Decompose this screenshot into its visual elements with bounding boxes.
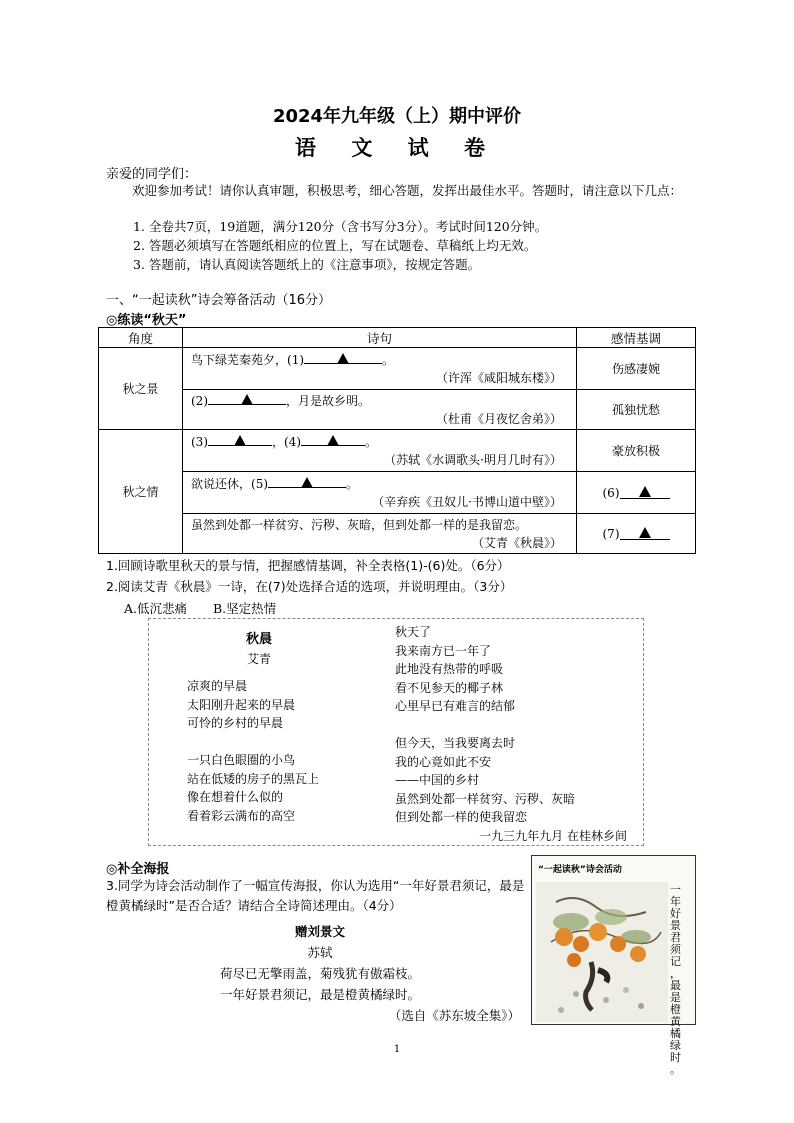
- rule-2: 2. 答题必须填写在答题纸相应的位置上，写在试题卷、草稿纸上均无效。: [133, 238, 537, 253]
- poem-source: （杜甫《月夜忆舍弟》）: [435, 411, 562, 426]
- poem-source: （苏轼《水调歌头·明月几时有》）: [384, 452, 562, 467]
- poem-line: 秋天了: [395, 625, 432, 639]
- poem-right-column: [395, 623, 635, 845]
- triangle-marker-icon: [327, 435, 339, 446]
- mood-cell: (7): [577, 514, 696, 554]
- intro-paragraph: 欢迎参加考试！请你认真审题，积极思考，细心答题，发挥出最佳水平。答题时，请注意以下几点：: [132, 183, 683, 198]
- answer-blank-1[interactable]: [304, 351, 382, 364]
- event-poster: [531, 855, 696, 1076]
- table-header-row: [99, 328, 696, 348]
- poem-line: 欲说还休，(5) 。: [191, 476, 359, 491]
- sub-heading-practice: ◎练读“秋天”: [106, 313, 187, 328]
- poem-line: 凉爽的早晨: [187, 679, 248, 693]
- question-3: 3.同学为诗会活动制作了一幅宣传海报，你认为选用“一年好景君须记，最是橙黄橘绿时”是否合适？请结合全诗简述理由。（4分）: [106, 878, 525, 913]
- table-header-mood: 感情基调: [577, 328, 696, 348]
- exam-title: 2024年九年级（上）期中评价: [272, 106, 522, 127]
- poster-vertical-text: 一 年 好 景 君 须 记 ， 最 是 橙 黄 橘 绿 时 。: [670, 883, 681, 1076]
- poem-cell: [183, 348, 577, 390]
- table-row: [99, 390, 696, 430]
- poem-title: 秋晨: [245, 632, 272, 647]
- poem-line: 太阳刚升起来的早晨: [187, 697, 296, 712]
- table-row: [99, 348, 696, 390]
- poem-heading: [149, 631, 369, 668]
- question-2: 2.阅读艾青《秋晨》一诗，在(7)处选择合适的选项，并说明理由。（3分）: [106, 579, 513, 594]
- option-b[interactable]: B.坚定热情: [213, 601, 277, 616]
- mood-cell: 豪放积极: [577, 430, 696, 472]
- table-row: [99, 430, 696, 472]
- triangle-marker-icon: [241, 394, 253, 405]
- poem-line: 心里早已有难言的结郁: [395, 699, 516, 713]
- answer-blank-4[interactable]: [301, 433, 365, 446]
- poem-table: [98, 327, 696, 554]
- question-2-options: [124, 599, 298, 617]
- poem2-author: 苏轼: [307, 945, 333, 960]
- triangle-marker-icon: [639, 486, 651, 497]
- poem-line: 鸟下绿芜秦苑夕，(1) 。: [191, 352, 395, 367]
- greeting: 亲爱的同学们：: [106, 167, 198, 182]
- answer-blank-7[interactable]: [620, 527, 670, 540]
- poster-heading: “一起读秋”诗会活动: [538, 865, 622, 875]
- poem-stanza-break: [395, 716, 635, 735]
- poem-line: 我的心竟如此不安: [395, 754, 492, 769]
- poem-box-autumn-morning: [148, 618, 644, 846]
- poem-cell: [183, 430, 577, 472]
- table-row: [99, 514, 696, 554]
- poem-left-column: [187, 677, 387, 825]
- poem-line: 看着彩云满布的高空: [187, 808, 296, 823]
- group-label-scene: 秋之景: [99, 348, 183, 430]
- triangle-marker-icon: [301, 477, 313, 488]
- poem-line: ——中国的乡村: [395, 773, 480, 787]
- mood-cell: 孤独忧愁: [577, 390, 696, 430]
- poem-cell: [183, 472, 577, 514]
- sub-heading-poster: ◎补全海报: [106, 862, 170, 877]
- table-header-angle: 角度: [99, 328, 183, 348]
- rule-3: 3. 答题前，请认真阅读答题纸上的《注意事项》，按规定答题。: [133, 257, 481, 272]
- table-header-lines: 诗句: [183, 328, 577, 348]
- poem-line: (2) ，月是故乡明。: [191, 393, 371, 408]
- poem-date-place: 一九三九年九月 在桂林乡间: [479, 828, 627, 843]
- mood-cell: (6): [577, 472, 696, 514]
- page-number: 1: [393, 1044, 401, 1055]
- poem-line: 我来南方已一年了: [395, 643, 492, 658]
- poem-line: 一只白色眼圈的小鸟: [187, 753, 296, 767]
- triangle-marker-icon: [234, 435, 246, 446]
- poster-painting: [536, 882, 668, 1022]
- poem-line: 站在低矮的房子的黑瓦上: [187, 771, 320, 786]
- poem-cell: [183, 390, 577, 430]
- poem-line: 此地没有热带的呼吸: [395, 662, 504, 676]
- poem2-title: 赠刘景文: [294, 924, 345, 939]
- table-row: [99, 472, 696, 514]
- section-heading: 一、“一起读秋”诗会筹备活动（16分）: [106, 293, 332, 308]
- poem2-source: （选自《苏东坡全集》）: [388, 1008, 520, 1023]
- question-1: 1.回顾诗歌里秋天的景与情，把握感情基调，补全表格(1)-(6)处。（6分）: [106, 558, 510, 573]
- exam-subtitle: 语 文 试 卷: [295, 136, 499, 160]
- poem2-line: 一年好景君须记，最是橙黄橘绿时。: [219, 987, 420, 1002]
- poem-stanza-break: [187, 733, 387, 752]
- triangle-marker-icon: [337, 353, 349, 364]
- poem-cell: [183, 514, 577, 554]
- poem-line: 虽然到处都一样贫穷、污秽、灰暗，但到处都一样的是我留恋。: [191, 517, 528, 532]
- option-a[interactable]: A.低沉悲痛: [124, 601, 188, 616]
- poem-line: (3) ，(4) 。: [191, 434, 378, 449]
- poem-line: 看不见参天的椰子林: [395, 680, 504, 695]
- poem-line: 虽然到处都一样贫穷、污秽、灰暗: [395, 791, 576, 806]
- poem-source: （艾青《秋晨》）: [471, 535, 562, 550]
- poem-author: 艾青: [246, 651, 271, 666]
- poem-line: 但到处都一样的使我留恋: [395, 810, 528, 824]
- poem-line: 像在想着什么似的: [187, 790, 284, 804]
- answer-blank-2[interactable]: [208, 392, 286, 405]
- rule-1: 1. 全卷共7页，19道题，满分120分（含书写分3分）。考试时间120分钟。: [133, 219, 548, 234]
- mood-cell: 伤感凄婉: [577, 348, 696, 390]
- poem-source: （辛弃疾《丑奴儿·书博山道中壁》）: [372, 494, 562, 509]
- group-label-emotion: 秋之情: [99, 430, 183, 554]
- answer-blank-6[interactable]: [620, 486, 670, 499]
- poem2-line: 荷尽已无擎雨盖，菊残犹有傲霜枝。: [219, 966, 420, 981]
- poem-source: （许浑《咸阳城东楼》）: [435, 370, 562, 385]
- triangle-marker-icon: [639, 527, 651, 538]
- answer-blank-5[interactable]: [268, 475, 346, 488]
- answer-blank-3[interactable]: [208, 433, 272, 446]
- poem-line: 可怜的乡村的早晨: [187, 716, 284, 730]
- poem-line: 但今天，当我要离去时: [395, 736, 516, 750]
